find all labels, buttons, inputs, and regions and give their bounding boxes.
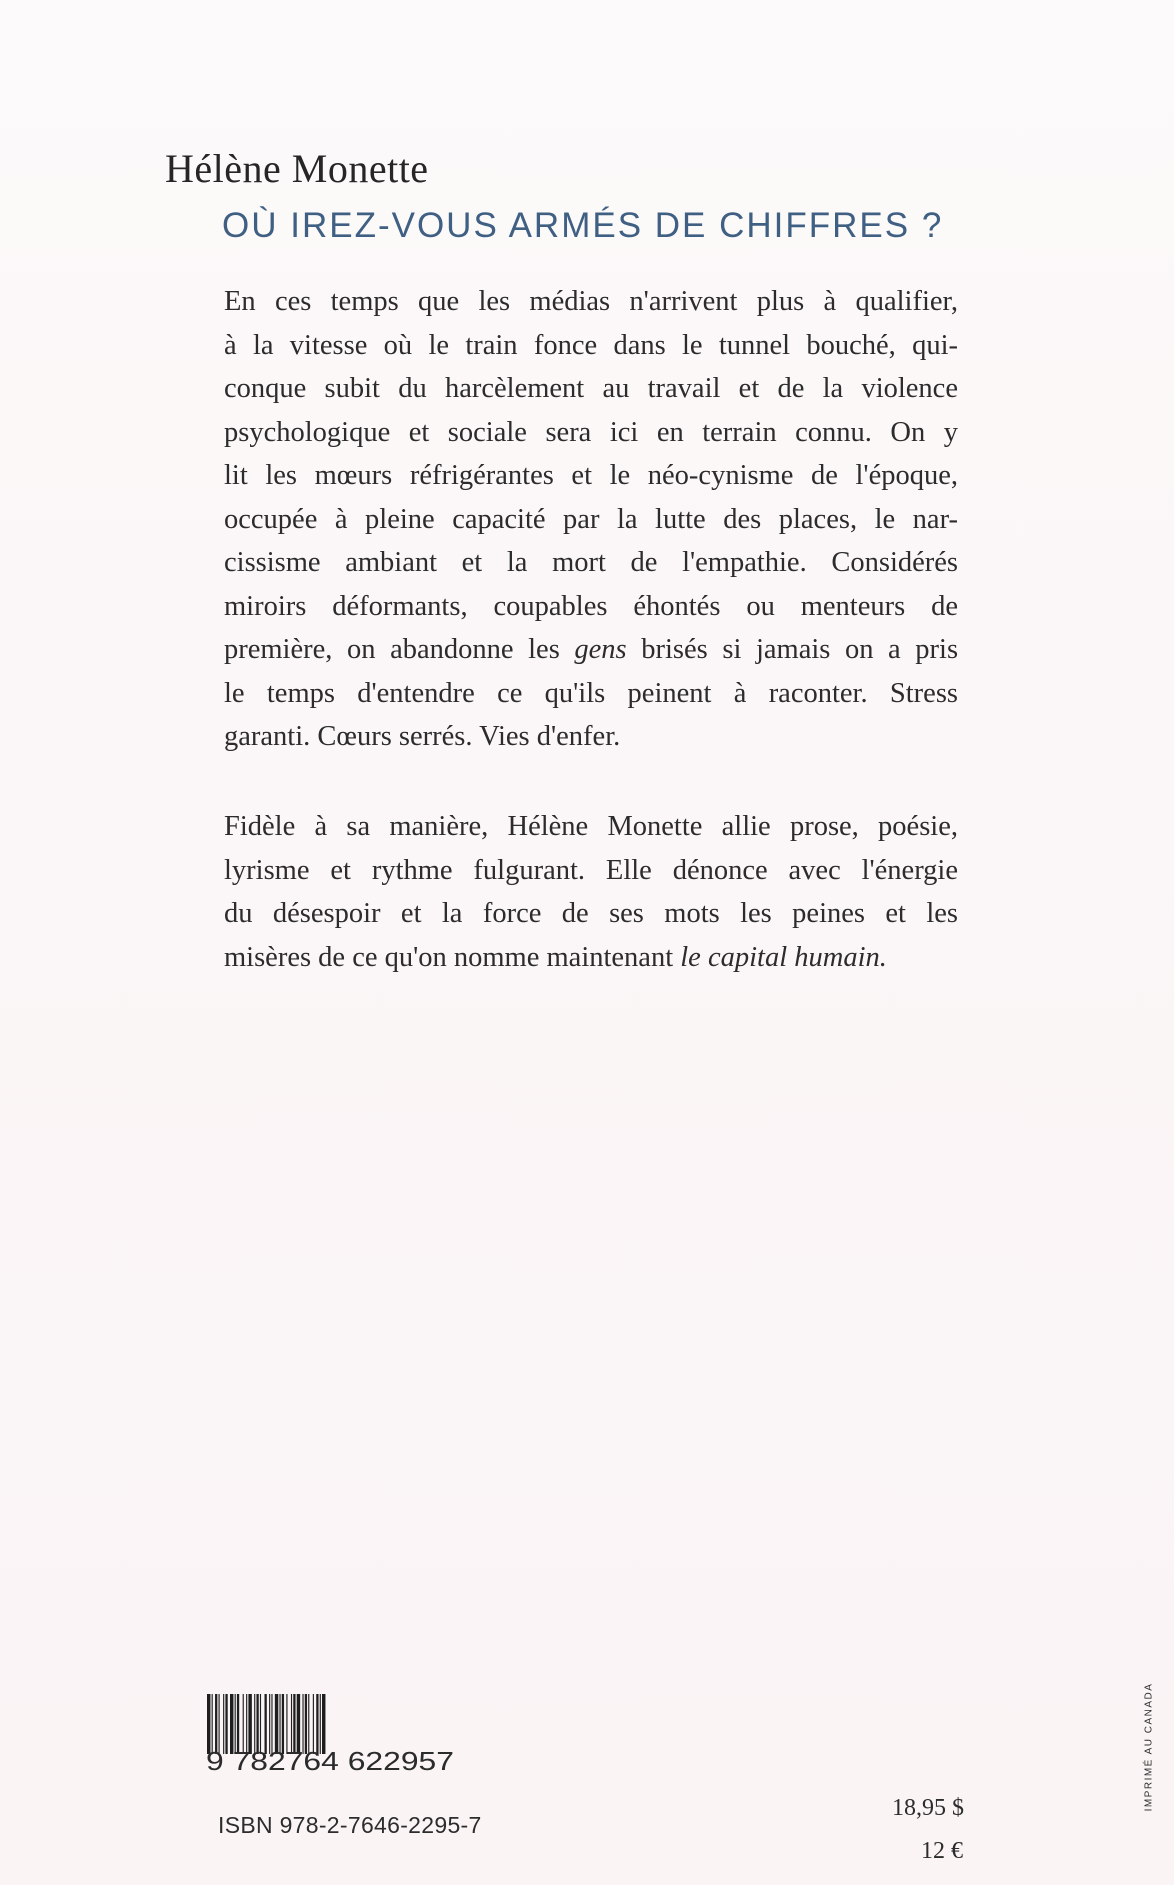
price-cad: 18,95 $ xyxy=(892,1795,964,1821)
text-line: à la vitesse où le train fonce dans le tunnel bouché, qui- xyxy=(224,329,958,361)
text-segment: misères de ce qu'on nomme maintenant xyxy=(224,941,674,973)
text-line: du désespoir et la force de ses mots les peines et les xyxy=(224,898,958,929)
italic-phrase: le capital humain. xyxy=(680,941,887,973)
text-line: occupée à pleine capacité par la lutte des places, le nar- xyxy=(224,503,958,535)
text-line: miroirs déformants, coupables éhontés ou menteurs de xyxy=(224,590,958,622)
barcode-number: 9 782764 622957 xyxy=(206,1746,454,1776)
book-title: OÙ IREZ-VOUS ARMÉS DE CHIFFRES ? xyxy=(222,206,944,245)
text-line: lit les mœurs réfrigérantes et le néo-cynisme de l'époque, xyxy=(224,460,958,491)
text-line xyxy=(224,628,958,672)
text-line: psychologique et sociale sera ici en terrain connu. On y xyxy=(224,416,958,448)
barcode-digits xyxy=(204,1740,456,1780)
text-line: Fidèle à sa manière, Hélène Monette allie prose, poésie, xyxy=(224,811,958,842)
text-line: le temps d'entendre ce qu'ils peinent à raconter. Stress xyxy=(224,677,958,709)
italic-word: gens xyxy=(574,634,627,665)
text-segment: première, on abandonne les xyxy=(224,634,560,665)
text-line: conque subit du harcèlement au travail et de la violence xyxy=(224,373,958,404)
text-line: garanti. Cœurs serrés. Vies d'enfer. xyxy=(224,721,621,752)
price-eur: 12 € xyxy=(921,1838,963,1864)
text-line: cissisme ambiant et la mort de l'empathie. Considérés xyxy=(224,547,958,578)
isbn: ISBN 978-2-7646-2295-7 xyxy=(218,1812,482,1838)
text-segment: brisés si jamais on a pris xyxy=(641,634,959,665)
blurb-paragraph-1 xyxy=(224,280,958,759)
text-line: lyrisme et rythme fulgurant. Elle dénonce avec l'énergie xyxy=(224,854,958,886)
author-name: Hélène Monette xyxy=(165,146,429,191)
text-line: En ces temps que les médias n'arrivent plus à qualifier, xyxy=(224,286,958,317)
printed-in-label: IMPRIMÉ AU CANADA xyxy=(1143,1682,1155,1812)
blurb-paragraph-2 xyxy=(224,805,958,979)
text-line xyxy=(224,936,958,980)
